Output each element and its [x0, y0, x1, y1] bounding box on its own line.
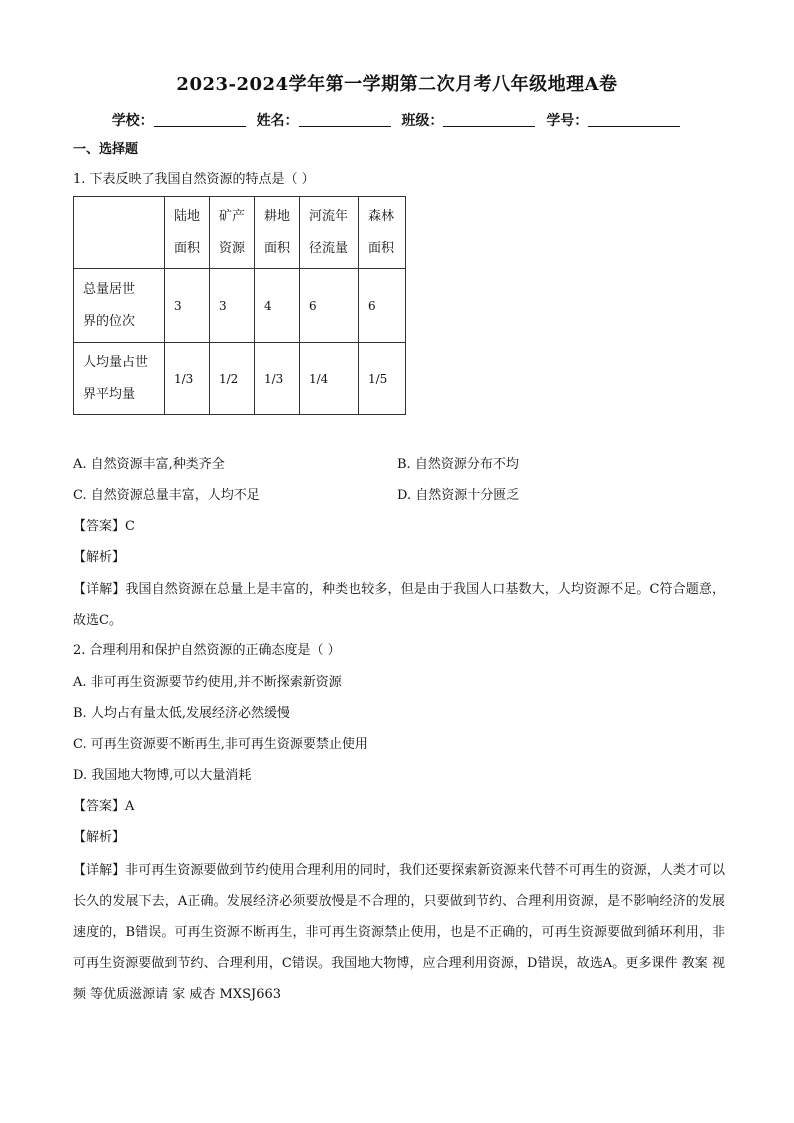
table-cell: 3	[165, 269, 210, 343]
student-id-blank[interactable]	[588, 112, 680, 127]
table-row-label: 人均量占世 界平均量	[74, 343, 165, 415]
table-header-cell: 森林 面积	[359, 197, 406, 269]
q1-option-c[interactable]: C. 自然资源总量丰富，人均不足	[73, 488, 260, 503]
student-info-line	[0, 110, 794, 130]
q1-option-a[interactable]: A. 自然资源丰富,种类齐全	[73, 457, 225, 472]
exam-title: 2023-2024学年第一学期第二次月考八年级地理A卷	[176, 74, 618, 95]
table-header-cell: 耕地 面积	[255, 197, 300, 269]
q1-option-d[interactable]: D. 自然资源十分匮乏	[397, 488, 520, 503]
q2-answer: 【答案】A	[73, 799, 135, 814]
table-cell: 4	[255, 269, 300, 343]
class-blank[interactable]	[443, 112, 535, 127]
q2-option-d[interactable]: D. 我国地大物博,可以大量消耗	[73, 768, 252, 783]
school-blank[interactable]	[154, 112, 246, 127]
q2-option-c[interactable]: C. 可再生资源要不断再生,非可再生资源要禁止使用	[73, 737, 368, 752]
table-cell: 3	[210, 269, 255, 343]
table-cell: 1/3	[255, 343, 300, 415]
school-label: 学校：	[111, 113, 154, 129]
section-heading: 一、选择题	[73, 142, 139, 157]
table-cell: 6	[300, 269, 359, 343]
q2-option-a[interactable]: A. 非可再生资源要节约使用,并不断探索新资源	[73, 675, 342, 690]
q1-detail: 【详解】我国自然资源在总量上是丰富的，种类也较多，但是由于我国人口基数大，人均资源不足。C符合题意，故选C。	[73, 582, 725, 628]
q2-detail: 【详解】非可再生资源要做到节约使用合理利用的同时，我们还要探索新资源来代替不可再生的资源，人类才可以长久的发展下去，A正确。发展经济必须要放慢是不合理的，只要做到节约、合理利用资源，是不影响经济的发展速度的，B错误。可再生资源不断再生，非可再生资源禁止使用，也是不正确的，可再生资源要做到循环利用，非可再生资源要做到节约、合理利用，C错误。我国地大物博，应合理利用资源，D错误，故选A。更多课件 教案 视频 等优质滋源请 家 威杏 MXSJ663	[73, 863, 725, 1002]
name-label: 姓名：	[256, 113, 299, 129]
q2-option-b[interactable]: B. 人均占有量太低,发展经济必然缓慢	[73, 706, 290, 721]
table-cell: 1/2	[210, 343, 255, 415]
student-id-label: 学号：	[546, 113, 589, 129]
table-header-row	[74, 197, 406, 269]
q1-answer: 【答案】C	[73, 519, 135, 534]
q1-stem: 1. 下表反映了我国自然资源的特点是（ ）	[73, 172, 315, 187]
table-header-cell: 矿产 资源	[210, 197, 255, 269]
table-cell: 1/5	[359, 343, 406, 415]
table-row	[74, 343, 406, 415]
table-row	[74, 269, 406, 343]
table-row-label: 总量居世 界的位次	[74, 269, 165, 343]
table-header-cell: 陆地 面积	[165, 197, 210, 269]
q2-analysis-label: 【解析】	[73, 830, 126, 845]
table-corner-cell	[74, 197, 165, 269]
q1-analysis-label: 【解析】	[73, 550, 126, 565]
class-label: 班级：	[401, 113, 444, 129]
table-cell: 1/4	[300, 343, 359, 415]
resource-table	[73, 196, 406, 415]
table-cell: 6	[359, 269, 406, 343]
table-cell: 1/3	[165, 343, 210, 415]
name-blank[interactable]	[299, 112, 391, 127]
q1-option-b[interactable]: B. 自然资源分布不均	[397, 457, 519, 472]
q2-stem: 2. 合理利用和保护自然资源的正确态度是（ ）	[73, 643, 341, 658]
table-header-cell: 河流年 径流量	[300, 197, 359, 269]
